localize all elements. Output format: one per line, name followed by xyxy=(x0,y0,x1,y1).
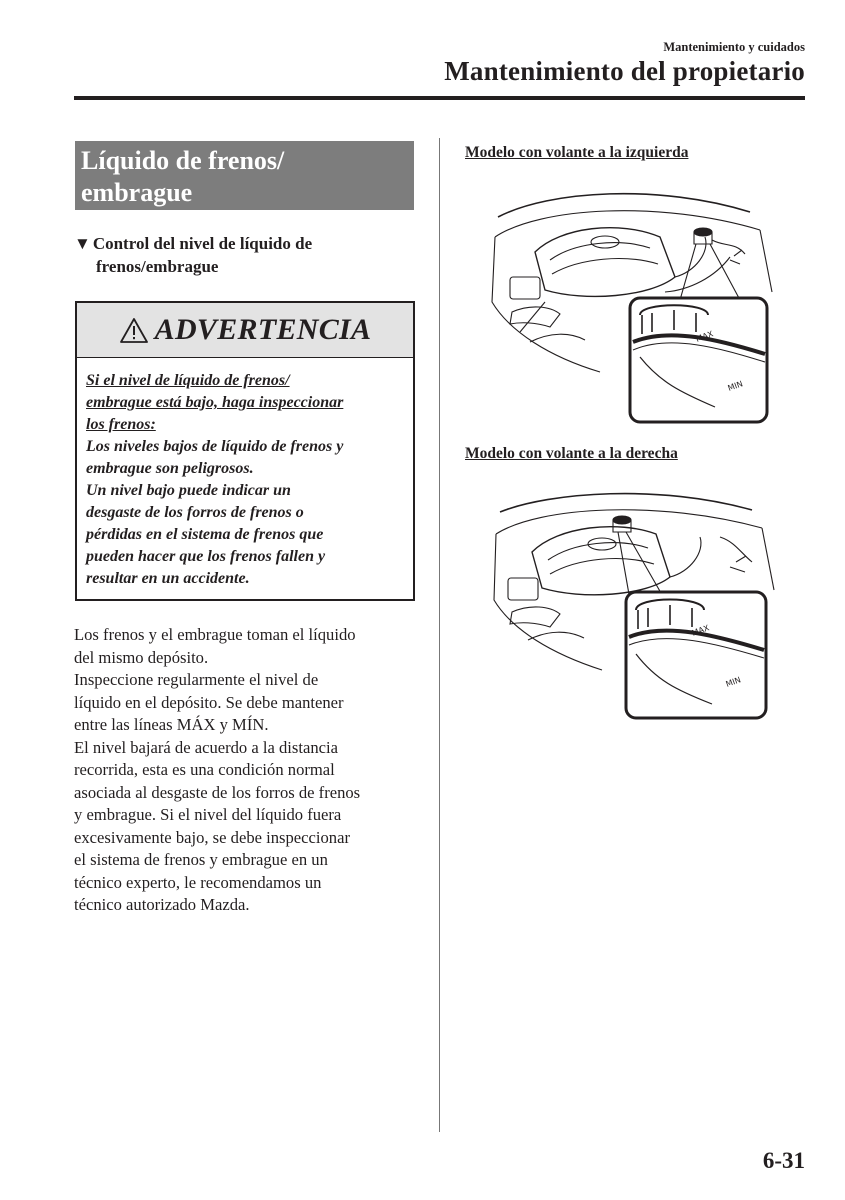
subheading xyxy=(74,232,424,278)
engine-bay-illustration-left-hand xyxy=(490,182,780,427)
body-line: del mismo depósito. xyxy=(74,647,209,667)
body-line: recorrida, esta es una condición normal xyxy=(74,760,335,779)
warning-line: Los niveles bajos de líquido de frenos y xyxy=(86,438,344,455)
header-rule xyxy=(74,96,805,100)
warning-triangle-icon xyxy=(119,317,149,344)
body-line: líquido en el depósito. Se debe mantener xyxy=(74,692,344,712)
body-paragraph xyxy=(74,624,424,917)
page-number: 6-31 xyxy=(762,1148,805,1173)
figure-label-right-hand: Modelo con volante a la derecha xyxy=(465,445,678,462)
body-line: excesivamente bajo, se debe inspeccionar xyxy=(74,827,350,847)
warning-underlined-line: los frenos: xyxy=(86,416,156,433)
section-title-line-1: Líquido de frenos/ xyxy=(81,146,285,175)
body-line: técnico autorizado Mazda. xyxy=(74,895,250,914)
min-mark-left-hand: MIN xyxy=(726,379,745,393)
body-line: Los frenos y el embrague toman el líquido xyxy=(74,625,356,644)
chapter-title: Mantenimiento y cuidados xyxy=(663,40,805,54)
body-line: El nivel bajará de acuerdo a la distancia xyxy=(74,737,338,757)
warning-title: ADVERTENCIA xyxy=(154,313,372,346)
warning-underlined-line: embrague está bajo, haga inspeccionar xyxy=(86,394,344,411)
figure-label-left-hand: Modelo con volante a la izquierda xyxy=(465,144,689,161)
page-title: Mantenimiento del propietario xyxy=(444,56,805,86)
body-line: y embrague. Si el nivel del líquido fuera xyxy=(74,805,342,824)
subheading-line-1: Control del nivel de líquido de xyxy=(92,234,313,253)
warning-underlined-line: Si el nivel de líquido de frenos/ xyxy=(86,372,290,389)
body-line: el sistema de frenos y embrague en un xyxy=(74,850,328,869)
warning-text xyxy=(77,358,413,590)
warning-header xyxy=(77,303,413,358)
body-line: entre las líneas MÁX y MÍN. xyxy=(74,715,269,734)
warning-line: desgaste de los forros de frenos o xyxy=(86,504,304,521)
warning-box xyxy=(75,301,415,601)
section-title-line-2: embrague xyxy=(81,178,193,207)
warning-line: pérdidas en el sistema de frenos que xyxy=(86,526,324,543)
body-line: asociada al desgaste de los forros de frenos xyxy=(74,782,361,802)
warning-line: embrague son peligrosos. xyxy=(86,460,254,477)
warning-line: pueden hacer que los frenos fallen y xyxy=(86,548,326,565)
section-title xyxy=(75,141,414,210)
column-divider xyxy=(439,138,440,1132)
engine-bay-illustration-right-hand xyxy=(490,482,780,727)
max-mark-left-hand: MAX xyxy=(694,329,715,344)
warning-line: resultar en un accidente. xyxy=(86,570,250,587)
body-line: técnico experto, le recomendamos un xyxy=(74,872,322,892)
max-mark-right-hand: MAX xyxy=(690,623,711,638)
warning-line: Un nivel bajo puede indicar un xyxy=(86,482,291,499)
body-line: Inspeccione regularmente el nivel de xyxy=(74,670,319,689)
triangle-bullet-icon: ▼ xyxy=(74,234,91,253)
subheading-line-2: frenos/embrague xyxy=(96,257,219,276)
min-mark-right-hand: MIN xyxy=(724,675,743,689)
